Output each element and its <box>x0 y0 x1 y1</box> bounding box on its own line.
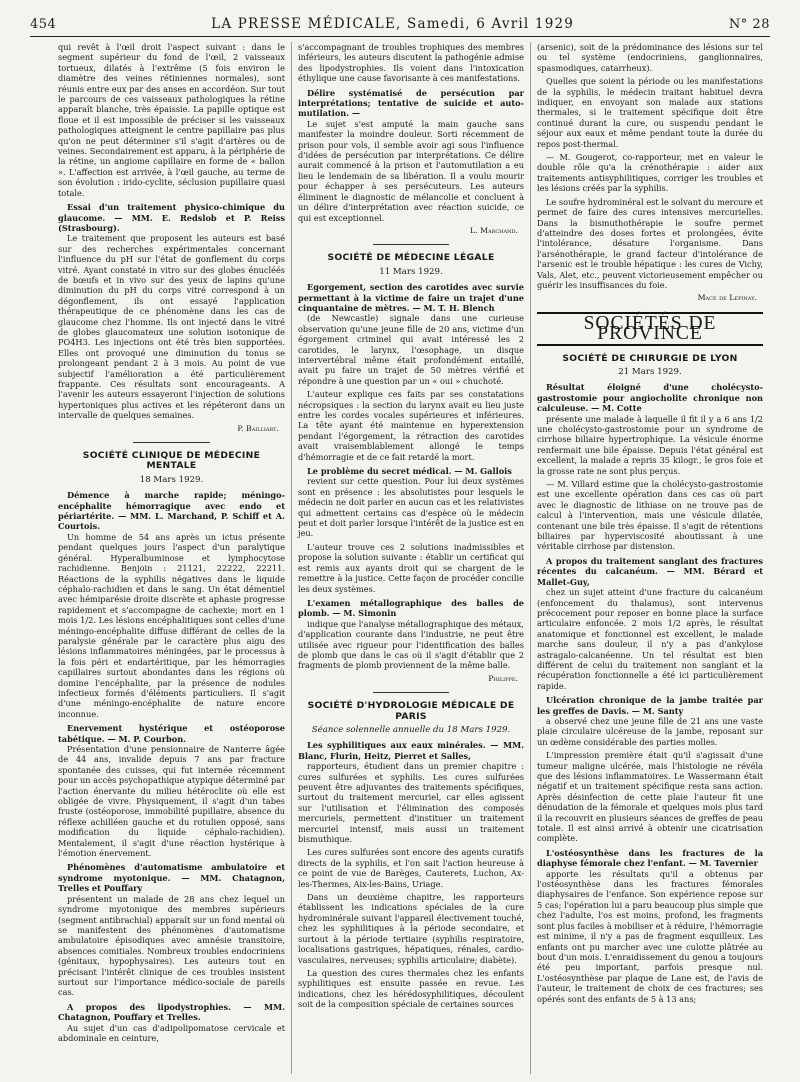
article-heading: Délire systématisé de persécution par interprétations; tentative de suicide et auto-mutilation. — <box>298 87 524 119</box>
paragraph: (arsenic), soit de la prédominance des lésions sur tel ou tel système (endocriniens, ganglionnaires, spasmodiques, catarrheux). <box>537 42 763 73</box>
divider <box>373 244 450 245</box>
text-columns <box>52 42 770 1074</box>
paragraph: indique que l'analyse métallographique des métaux, d'application courante dans l'industrie, ne peut être utilisée avec rigueur pour l'identification des balles de plomb que dans le cas où il s'agit d'établir que 2 fragments de plomb proviennent de la même balle. <box>298 618 524 671</box>
paragraph: Les cures sulfurées sont encore des agents curatifs directs de la syphilis, et l'on sait l'action heureuse à ce point de vue de Barèges, Cauterets, Luchon, Ax-les-Thermes, Aix-les-Bains, Uriage. <box>298 847 524 889</box>
signature: Macé de Lépinay. <box>697 293 757 303</box>
main-section-title: SOCIÉTÉS DE PROVINCE <box>537 312 763 346</box>
paragraph: Le soufre hydrominéral est le solvant du mercure et permet de faire des cures intensives mercurielles. Dans la bismuthothérapie le soufre permet d'atteindre des doses fortes et prolongées, évite l'intolérance, désature l'organisme. Dans l'arsénothérapie, le grand facteur d'intolérance de l'arsenic est le trouble hépatique : les cures de Vichy, Vals, Alet, etc., peuvent victorieusement empêcher ou guérir les insuffisances du foie. <box>537 196 763 290</box>
article-heading: L'ostéosynthèse dans les fractures de la diaphyse fémorale chez l'enfant. — M. Tavernier <box>537 847 763 869</box>
section-title: SOCIÉTÉ CLINIQUE DE MÉDECINE MENTALE <box>82 450 261 472</box>
article-heading: Essai d'un traitement physico-chimique du glaucome. — MM. E. Redslob et P. Reiss (Strasbourg). <box>58 202 285 233</box>
journal-title: LA PRESSE MÉDICALE, Samedi, 6 Avril 1929 <box>211 16 575 32</box>
signature: L. Marchand. <box>469 225 518 235</box>
paragraph: Le traitement que proposent les auteurs est basé sur des recherches expérimentales concernant l'influence du pH sur l'état de gonflement du corps vitré. Ayant constaté in vitro sur des globes énucléés de bœufs et in vivo sur des yeux de lapins qu'une diminution du pH du corps vitré correspond à un dégonflement, ils ont essayé l'application thérapeutique de ce phénomène dans les cas de glaucome chez l'homme. Ils ont injecté dans le vitré de globes glaucomateux une solution isotonique de PO4H3. Les injections ont été très bien supportées. Elles ont provoqué une diminution du tonus se prolongeant pendant 2 à 3 mois. Au point de vue subjectif l'amélioration a été particulièrement frappante. Ces résultats sont encourageants. A l'avenir les auteurs essayeront l'injection de solutions hypertoniques plus actives et les répéteront dans un intervalle de quelques semaines. <box>58 233 285 421</box>
paragraph: Présentation d'une pensionnaire de Nanterre âgée de 44 ans, invalide depuis 7 ans par fracture spontanée des cuisses, qui fut internée récemment pour un accès psychopathique atypique déterminé par l'action énervante du milieu hétéroclite où elle est obligée de vivre. Physiquement, il s'agit d'un tabes fruste (ostéoporose, immobilité pupillaire, absence du réflexe achilléen gauche et du rotulien opposé, sans modification du liquide céphalo-rachidien). Mentalement, il s'agit d'une réaction hystérique à l'émotion énervement. <box>58 744 285 859</box>
section-date: 18 Mars 1929. <box>139 474 204 485</box>
paragraph: s'accompagnant de troubles trophiques des membres inférieurs, les auteurs discutent la pathogénie admise des lipodystrophies. Ils voient dans l'intoxication éthylique une cause favorisante à ces manifestations. <box>298 42 524 84</box>
paragraph: présentent un malade de 28 ans chez lequel un syndrome myotonique des membres supérieurs (segment antibrachial) apparaît sur un fond mental où se manifestent des phénomènes d'automatisme ambulatoire épisodiques avec amnésie transitoire, absences comitiales. Nombreux troubles endocriniens (génitaux, hypophysaires). Les auteurs tout en précisant l'intérêt clinique de ces troubles insistent surtout sur l'importance médico-sociale de pareils cas. <box>58 893 285 998</box>
signature: Philippe. <box>488 673 518 683</box>
paragraph: L'auteur explique ces faits par ses constatations nécropsiques : la section du larynx avait eu lieu juste entre les cordes vocales supérieures et inférieures. La tête ayant été maintenue en hyperextension pendant l'égorgement, la rétraction des carotides avait vraisemblablement allongé le temps d'hémorragie et de ce fait retardé la mort. <box>298 389 524 462</box>
section-date: 11 Mars 1929. <box>379 266 443 277</box>
column-3 <box>530 42 769 1074</box>
article-heading: A propos des lipodystrophies. — MM. Chatagnon, Pouffary et Trelles. <box>58 1001 285 1023</box>
section-title: SOCIÉTÉ D'HYDROLOGIE MÉDICALE DE PARIS <box>307 700 515 722</box>
paragraph: Dans un deuxième chapitre, les rapporteurs établissent les indications spéciales de la cure hydrominérale suivant l'appareil électivement touché, chez les syphilitiques à la période secondaire, et surtout à la période tertiaire (syphilis respiratoire, localisations gastriques, hépatiques, rénales, cardio-vasculaires, nerveuses; syphilis articulaire; diabète). <box>298 892 524 965</box>
article-heading: Ulcération chronique de la jambe traitée par les greffes de Davis. — M. Santy <box>537 695 763 716</box>
article-heading: Le problème du secret médical. — M. Gallois <box>307 466 512 477</box>
paragraph: (de Newcastle) signale dans une curieuse observation qu'une jeune fille de 20 ans, victime d'un égorgement criminel qui avait intéressé les 2 carotides, le larynx, l'œsophage, un disque intervertébral même était profondément entaillé, avait pu faire un trajet de 50 mètres vérifié et répondre à une question par un « oui » chuchoté. <box>298 313 524 386</box>
paragraph: La question des cures thermales chez les enfants syphilitiques est ensuite passée en revue. Les indications, chez les hérédosyphilitiques, découlent soit de la composition spéciale de certaines sources <box>298 967 524 1010</box>
article-heading: A propos du traitement sanglant des fractures récentes du calcanéum. — MM. Bérard et Mallet-Guy, <box>537 555 763 587</box>
paragraph: Le sujet s'est amputé la main gauche sans manifester la moindre douleur. Sorti récemment de prison pour vols, il semble avoir agi sous l'influence d'idées de persécution par interprétations. Ce délire aurait commencé à la prison et l'automutilation a eu lieu le lendemain de sa libération. Il a voulu mourir pour échapper à ses persécuteurs. Les auteurs éliminent le diagnostic de mélancolie et concluent à un délire d'interprétation avec réaction suicide, ce qui est exceptionnel. <box>298 118 524 223</box>
article-heading: Enervement hystérique et ostéoporose tabétique. — M. P. Courbon. <box>58 723 285 744</box>
page-header <box>30 12 770 37</box>
paragraph: L'auteur trouve ces 2 solutions inadmissibles et propose la solution suivante : établir un certificat qui est remis aux ayants droit qui se chargent de le remettre à la justice. Cette façon de procéder concilie les deux systèmes. <box>298 541 524 594</box>
section-date: Séance solennelle annuelle du 18 Mars 1929. <box>311 724 511 735</box>
paragraph: présente une malade à laquelle il fit il y a 6 ans 1/2 une cholécysto-gastrostomie pour un syndrome de cirrhose biliaire hypertrophique. La vésicule énorme renfermait une bile épaisse. Depuis l'état général est excellent, la malade a repris 35 kilogr., le gros foie et la grosse rate ne sont plus perçus. <box>537 413 763 476</box>
paragraph: — M. Gougerot, co-rapporteur, met en valeur le double rôle qu'a la crénothérapie : aider aux traitements antisyphilitiques, corriger les troubles et les lésions créés par la syphilis. <box>537 152 763 194</box>
section-title: SOCIÉTÉ DE CHIRURGIE DE LYON <box>562 352 738 364</box>
article-heading: Phénomènes d'automatisme ambulatoire et syndrome myotonique. — MM. Chatagnon, Trelles et Pouffary <box>58 862 285 894</box>
paragraph: chez un sujet atteint d'une fracture du calcanéum (enfoncement du thalamus), sont intervenus précocement pour reposer en bonne place la surface articulaire enfoncée. 2 mois 1/2 après, le résultat anatomique et fonctionnel est excellent, le malade marche sans douleur, il n'y a pas d'ankylose astragalo-calcanéenne. Un tel résultat est bien différent de celui du traitement non sanglant et la récupération fonctionnelle a été ici particulièrement rapide. <box>537 587 763 691</box>
divider <box>133 442 210 443</box>
paragraph: qui revêt à l'œil droit l'aspect suivant : dans le segment supérieur du fond de l'œil, 2 vaisseaux tortueux, dilatés à l'extrême (5 fois environ le diamètre des veines rétiniennes normales), sont réunis entre eux par des anses en accordéon. Sur tout le parcours de ces vaisseaux pathologiques la rétine apparaît blanche, très épaissie. La papille optique est floue et il est impossible de préciser si les vaisseaux pathologiques atteignent le centre papillaire pas plus qu'on ne peut déterminer s'il s'agit d'artères ou de veines. Secondairement est apparu, à la périphérie de la rétine, un angiome capillaire en forme de « ballon ». L'affection est arrivée, à l'œil gauche, au terme de son évolution : irido-cyclite, séclusion pupillaire quasi totale. <box>58 42 285 198</box>
column-1 <box>52 42 291 1074</box>
article-heading: L'examen métallographique des balles de plomb. — M. Simonin <box>298 597 524 619</box>
paragraph: apporte les résultats qu'il a obtenus par l'ostéosynthèse dans les fractures fémorales diaphysaires de l'enfance. Son expérience repose sur 5 cas; l'opération lui a paru beaucoup plus simple que chez l'adulte, l'os est moins, profond, les fragments sont plus faciles à mobiliser et à réduire, l'hémorragie est minime, il n'y a pas de fragment esquilleux. Les enfants ont pu marcher avec une culotte plâtrée au bout d'un mois. L'enraidissement du genou a toujours été peu important, parfois presque nul. L'ostéosynthèse par plaque de Lane est, de l'avis de l'auteur, le traitement de choix de ces fractures; ses opérés sont des enfants de 5 à 13 ans; <box>537 868 763 1004</box>
article-heading: Résultat éloigné d'une cholécysto-gastrostomie pour angiocholite chronique non calculeuse. — M. Cotte <box>537 382 763 414</box>
article-heading: Démence à marche rapide; méningo-encéphalite hémorragique avec endo et périartérite. — MM. L. Marchand, P. Schiff et A. Courtois. <box>58 490 285 532</box>
section-title: SOCIÉTÉ DE MÉDECINE LÉGALE <box>327 252 495 264</box>
column-2 <box>291 42 530 1074</box>
section-date: 21 Mars 1929. <box>618 366 682 377</box>
signature: P. Bailliart. <box>237 423 279 433</box>
divider <box>373 692 450 693</box>
paragraph: Quelles que soient la période ou les manifestations de la syphilis, le médecin traitant habituel devra indiquer, en envoyant son malade aux stations thermales, si le traitement spécifique doit être continué durant la cure, ou suspendu pendant le séjour aux eaux et même pendant toute la durée du repos post-thermal. <box>537 76 763 149</box>
paragraph: a observé chez une jeune fille de 21 ans une vaste plaie circulaire ulcéreuse de la jambe, reposant sur un œdème considérable des parties molles. <box>537 715 763 747</box>
issue-number: N° 28 <box>728 16 770 32</box>
article-heading: Les syphilitiques aux eaux minérales. — MM. Blanc, Flurin, Heitz, Pierret et Salles, <box>298 740 524 761</box>
paragraph: Un homme de 54 ans après un ictus présente pendant quelques jours l'aspect d'un paralytique général. Hyperalbuminose et lymphocytose rachidienne. Benjoin : 21121, 22222, 22211. Réactions de la syphilis négatives dans le liquide céphalo-rachidien et dans le sang. Un état démentiel avec hémiparésie droite discrète et aphasie progresse rapidement et s'accompagne de cachexie; mort en 1 mois 1/2. Les lésions encéphalitiques sont celles d'une méningo-encéphalite diffuse différant de celles de la paralysie générale par le caractère plus aigu des lésions inflammatoires méningées, par le processus à la fois péri et endartéritique, par les hémorragies capillaires surtout abondantes dans les régions où domine l'encéphalite, par la présence de nodules infectieux formés d'éléments particuliers. Il s'agit d'une méningo-encéphalite de nature encore inconnue. <box>58 531 285 719</box>
article-heading: Egorgement, section des carotides avec survie permettant à la victime de faire un trajet d'une cinquantaine de mètres. — M. T. H. Blench <box>298 282 524 313</box>
paragraph: rapporteurs, étudient dans un premier chapitre : cures sulfurées et syphilis. Les cures sulfurées peuvent être adjuvantes des traitements spécifiques, surtout du traitement mercuriel, car elles agissent sur l'utilisation et l'élimination des composés mercuriels, permettent d'instituer un traitement mercuriel intensif, mais aussi un traitement bismuthique. <box>298 761 524 845</box>
paragraph: L'impression première était qu'il s'agissait d'une tumeur maligne ulcérée, mais l'histologie ne révéla que des lésions inflammatoires. Le Wassermann était négatif et un traitement spécifique resta sans action. Après désinfection de cette plaie l'auteur fit une dénudation de la fémorale et quelques mois plus tard il la recouvrit en plusieurs séances de greffes de peau totale. Il est ainsi arrivé à obtenir une cicatrisation complète. <box>537 750 763 844</box>
paragraph: Au sujet d'un cas d'adipolipomatose cervicale et abdominale en ceinture, <box>58 1022 285 1043</box>
paragraph: revient sur cette question. Pour lui deux systèmes sont en présence : les absolutistes pour lesquels le médecin ne doit parler en aucun cas et les relativistes qui admettent certains cas d'espèce où le médecin peut et doit parler lorsque l'intérêt de la justice est en jeu. <box>298 476 524 539</box>
paragraph: — M. Villard estime que la cholécysto-gastrostomie est une excellente opération dans ces cas où part avec le diagnostic de lithiase on ne trouve pas de calcul à l'intervention, mais une vésicule dilatée, contenant une bile très épaisse. Il s'agit de rétentions biliaires par hyperviscosité aboutissant à une véritable cirrhose par distension. <box>537 479 763 552</box>
page-number: 454 <box>30 16 57 32</box>
